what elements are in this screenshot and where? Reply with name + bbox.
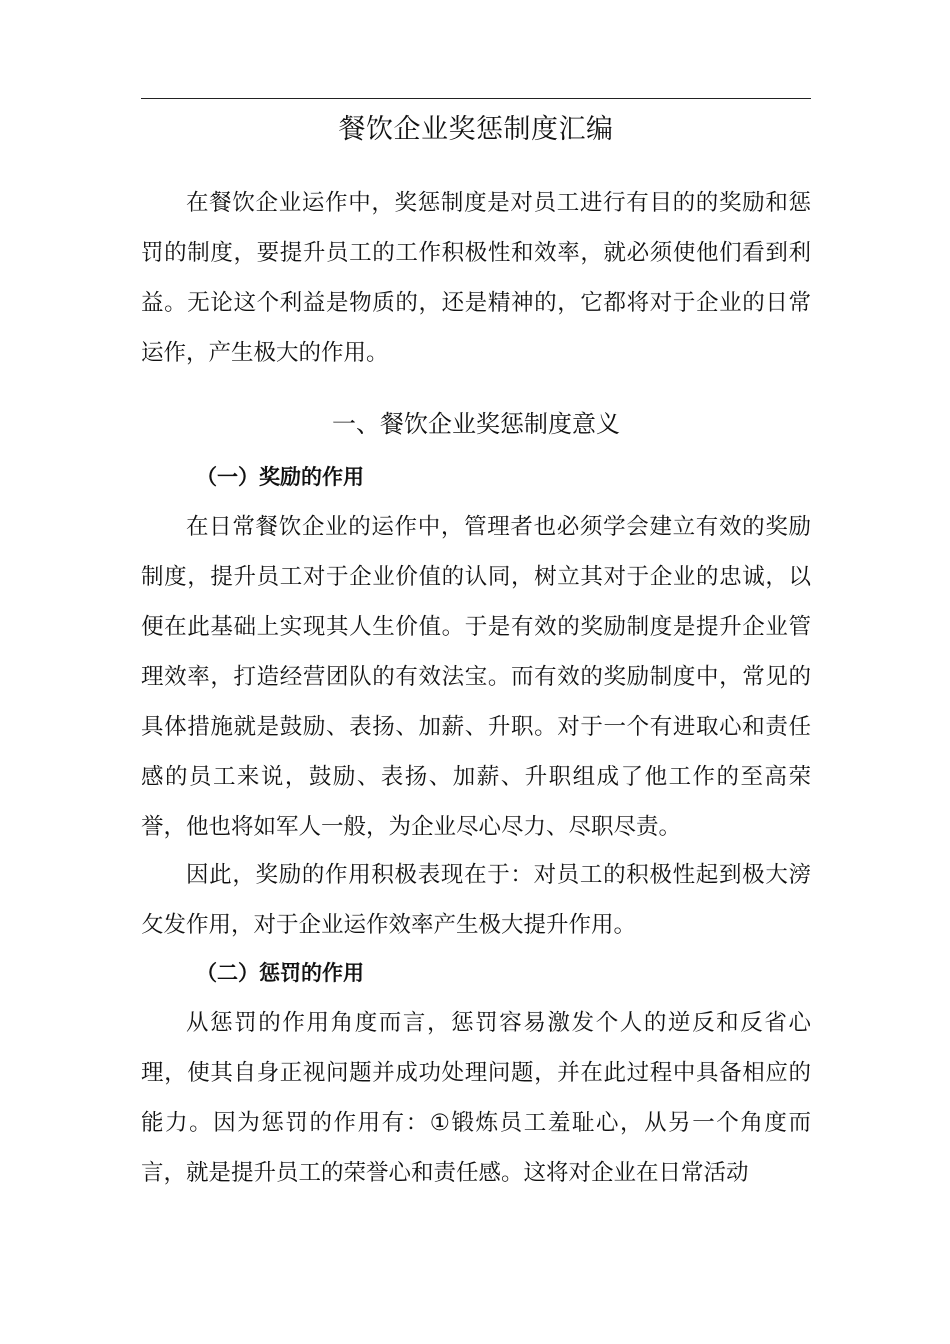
document-title: 餐饮企业奖惩制度汇编 — [338, 114, 614, 145]
intro-paragraph: 在餐饮企业运作中，奖惩制度是对员工进行有目的的奖励和惩罚的制度，要提升员工的工作积极性和效率，就必须使他们看到利益。无论这个利益是物质的，还是精神的，它都将对于企业的日常运作，产生极大的作用。 — [141, 190, 811, 366]
reward-paragraph-2: 因此，奖励的作用积极表现在于：对员工的积极性起到极大滂攵发作用，对于企业运作效率产生极大提升作用。 — [141, 862, 811, 938]
reward-paragraph-1: 在日常餐饮企业的运作中，管理者也必须学会建立有效的奖励制度，提升员工对于企业价值的认同，树立其对于企业的忠诚，以便在此基础上实现其人生价值。于是有效的奖励制度是提升企业管理效率，打造经营团队的有效法宝。而有效的奖励制度中，常见的具体措施就是鼓励、表扬、加薪、升职。对于一个有进取心和责任感的员工来说，鼓励、表扬、加薪、升职组成了他工作的至高荣誉，他也将如军人一般，为企业尽心尽力、尽职尽责。 — [141, 514, 811, 840]
punishment-paragraph-1: 从惩罚的作用角度而言，惩罚容易激发个人的逆反和反省心理，使其自身正视问题并成功处理问题，并在此过程中具备相应的能力。因为惩罚的作用有：①锻炼员工羞耻心，从另一个角度而言，就是提升员工的荣誉心和责任感。这将对企业在日常活动 — [141, 1010, 811, 1186]
subheading-reward: （一）奖励的作用 — [196, 465, 364, 489]
header-rule — [141, 98, 811, 99]
subheading-punishment: （二）惩罚的作用 — [196, 961, 364, 985]
section-heading-significance: 一、餐饮企业奖惩制度意义 — [332, 410, 620, 438]
